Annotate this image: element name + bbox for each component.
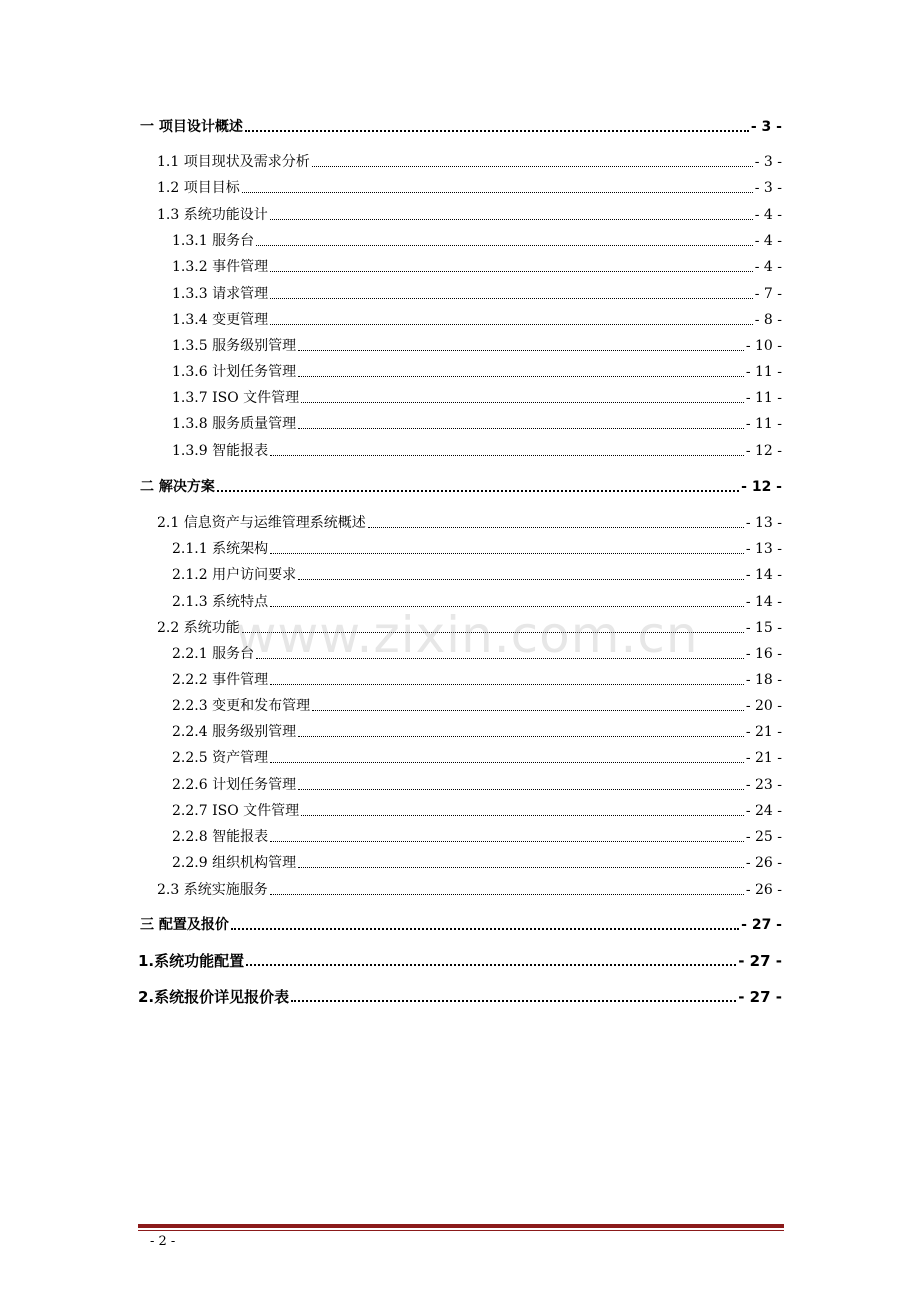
toc-entry-label: 2.1.2 用户访问要求 (172, 567, 297, 583)
toc-leader-dots (270, 323, 753, 325)
toc-entry-label: 1.3.8 服务质量管理 (172, 416, 297, 432)
toc-entry-label: 1.3.6 计划任务管理 (172, 364, 297, 380)
toc-entry-page: - 12 - (741, 479, 782, 495)
toc-entry-page: - 25 - (745, 829, 782, 845)
toc-entry[interactable] (172, 593, 782, 611)
toc-entry[interactable] (172, 566, 782, 584)
toc-entry-label: 2.2.2 事件管理 (172, 672, 269, 688)
toc-entry-page: - 15 - (745, 620, 782, 636)
toc-leader-dots (298, 375, 744, 377)
toc-entry[interactable] (172, 442, 782, 460)
toc-entry-label: 1.3.9 智能报表 (172, 443, 269, 459)
toc-entry[interactable] (157, 514, 782, 532)
toc-entry-page: - 4 - (754, 207, 782, 223)
toc-entry-label: 2.2.5 资产管理 (172, 750, 269, 766)
toc-entry-page: - 20 - (745, 698, 782, 714)
toc-leader-dots (270, 761, 744, 763)
toc-entry-page: - 26 - (745, 882, 782, 898)
toc-entry-label: 2.系统报价详见报价表 (138, 988, 290, 1006)
toc-entry-label: 二 解决方案 (140, 479, 215, 495)
toc-entry-label: 2.1 信息资产与运维管理系统概述 (157, 515, 366, 531)
footer-rule (138, 1224, 784, 1228)
watermark: www.zixin.com.cn (235, 606, 699, 664)
toc-entry-label: 2.2 系统功能 (157, 620, 240, 636)
toc-leader-dots (298, 866, 744, 868)
toc-entry-page: - 13 - (745, 541, 782, 557)
toc-entry[interactable] (172, 285, 782, 303)
toc-leader-dots (298, 788, 744, 790)
toc-entry[interactable] (172, 854, 782, 872)
toc-leader-dots (301, 814, 744, 816)
toc-leader-dots (270, 683, 744, 685)
toc-entry-page: - 11 - (745, 390, 782, 406)
toc-entry-page: - 11 - (745, 416, 782, 432)
toc-entry[interactable] (157, 881, 782, 899)
toc-entry[interactable] (172, 749, 782, 767)
toc-entry[interactable] (172, 258, 782, 276)
toc-entry-page: - 4 - (754, 259, 782, 275)
toc-entry-page: - 13 - (745, 515, 782, 531)
toc-leader-dots (298, 427, 744, 429)
toc-entry[interactable] (172, 671, 782, 689)
toc-entry-page: - 27 - (738, 988, 782, 1006)
toc-entry-label: 1.3.7 ISO 文件管理 (172, 390, 300, 406)
toc-leader-dots (256, 244, 753, 246)
toc-leader-dots (231, 927, 739, 930)
toc-leader-dots (270, 454, 744, 456)
toc-entry[interactable] (157, 206, 782, 224)
toc-entry[interactable] (172, 828, 782, 846)
toc-entry-label: 1.3 系统功能设计 (157, 207, 268, 223)
toc-entry[interactable] (172, 415, 782, 433)
footer-rule-thin (138, 1230, 784, 1231)
toc-entry-page: - 3 - (754, 154, 782, 170)
toc-entry[interactable] (140, 916, 782, 934)
toc-entry[interactable] (172, 311, 782, 329)
toc-entry-label: 2.1.3 系统特点 (172, 594, 269, 610)
toc-entry-page: - 11 - (745, 364, 782, 380)
toc-leader-dots (298, 578, 744, 580)
toc-entry-label: 2.2.9 组织机构管理 (172, 855, 297, 871)
toc-leader-dots (270, 297, 753, 299)
toc-entry-page: - 7 - (754, 286, 782, 302)
toc-entry[interactable] (172, 232, 782, 250)
page-number: - 2 - (150, 1234, 176, 1249)
toc-leader-dots (312, 165, 753, 167)
toc-leader-dots (312, 709, 744, 711)
toc-leader-dots (270, 840, 744, 842)
toc-leader-dots (246, 963, 736, 966)
toc-entry-page: - 21 - (745, 750, 782, 766)
toc-entry-label: 2.2.3 变更和发布管理 (172, 698, 311, 714)
toc-entry[interactable] (157, 619, 782, 637)
toc-entry-page: - 26 - (745, 855, 782, 871)
toc-entry[interactable] (172, 337, 782, 355)
toc-entry-label: 一 项目设计概述 (140, 119, 243, 135)
toc-entry-page: - 24 - (745, 803, 782, 819)
toc-entry[interactable] (172, 697, 782, 715)
toc-entry-page: - 14 - (745, 567, 782, 583)
toc-entry-page: - 10 - (745, 338, 782, 354)
toc-leader-dots (217, 489, 739, 492)
toc-entry[interactable] (140, 118, 782, 136)
toc-leader-dots (270, 270, 753, 272)
toc-leader-dots (242, 191, 753, 193)
toc-entry-label: 2.3 系统实施服务 (157, 882, 268, 898)
toc-entry-label: 1.2 项目目标 (157, 180, 240, 196)
toc-leader-dots (291, 999, 736, 1002)
toc-entry-label: 2.2.8 智能报表 (172, 829, 269, 845)
toc-entry[interactable] (157, 153, 782, 171)
toc-entry-label: 三 配置及报价 (140, 917, 229, 933)
toc-leader-dots (301, 401, 744, 403)
toc-entry[interactable] (172, 645, 782, 663)
toc-entry-page: - 23 - (745, 777, 782, 793)
toc-entry-page: - 12 - (745, 443, 782, 459)
toc-leader-dots (368, 526, 744, 528)
toc-entry[interactable] (138, 952, 782, 970)
toc-leader-dots (298, 735, 744, 737)
toc-entry[interactable] (172, 723, 782, 741)
toc-entry-label: 1.3.2 事件管理 (172, 259, 269, 275)
toc-entry-label: 2.2.6 计划任务管理 (172, 777, 297, 793)
toc-entry-label: 2.2.4 服务级别管理 (172, 724, 297, 740)
toc-entry-label: 2.2.1 服务台 (172, 646, 255, 662)
toc-entry[interactable] (172, 776, 782, 794)
toc-leader-dots (270, 605, 744, 607)
toc-entry-label: 1.3.3 请求管理 (172, 286, 269, 302)
toc-leader-dots (298, 349, 744, 351)
toc-entry-page: - 3 - (750, 119, 782, 135)
toc-entry-label: 1.系统功能配置 (138, 952, 245, 970)
toc-entry-label: 2.2.7 ISO 文件管理 (172, 803, 300, 819)
toc-entry-label: 1.3.1 服务台 (172, 233, 255, 249)
toc-entry[interactable] (172, 540, 782, 558)
toc-leader-dots (245, 129, 749, 132)
toc-entry[interactable] (138, 988, 782, 1006)
toc-entry-label: 1.1 项目现状及需求分析 (157, 154, 310, 170)
toc-leader-dots (242, 631, 744, 633)
toc-entry-label: 1.3.5 服务级别管理 (172, 338, 297, 354)
toc-entry-label: 2.1.1 系统架构 (172, 541, 269, 557)
toc-entry-label: 1.3.4 变更管理 (172, 312, 269, 328)
toc-entry[interactable] (172, 363, 782, 381)
toc-entry-page: - 4 - (754, 233, 782, 249)
toc-entry-page: - 27 - (741, 917, 782, 933)
toc-leader-dots (270, 552, 744, 554)
toc-entry[interactable] (172, 802, 782, 820)
toc-leader-dots (256, 657, 744, 659)
toc-entry-page: - 18 - (745, 672, 782, 688)
toc-entry[interactable] (157, 179, 782, 197)
toc-entry-page: - 16 - (745, 646, 782, 662)
toc-entry-page: - 3 - (754, 180, 782, 196)
toc-entry-page: - 27 - (738, 952, 782, 970)
toc-entry[interactable] (172, 389, 782, 407)
toc-entry[interactable] (140, 478, 782, 496)
toc-entry-page: - 14 - (745, 594, 782, 610)
toc-leader-dots (270, 893, 744, 895)
toc-entry-page: - 8 - (754, 312, 782, 328)
toc-leader-dots (270, 218, 753, 220)
toc-entry-page: - 21 - (745, 724, 782, 740)
